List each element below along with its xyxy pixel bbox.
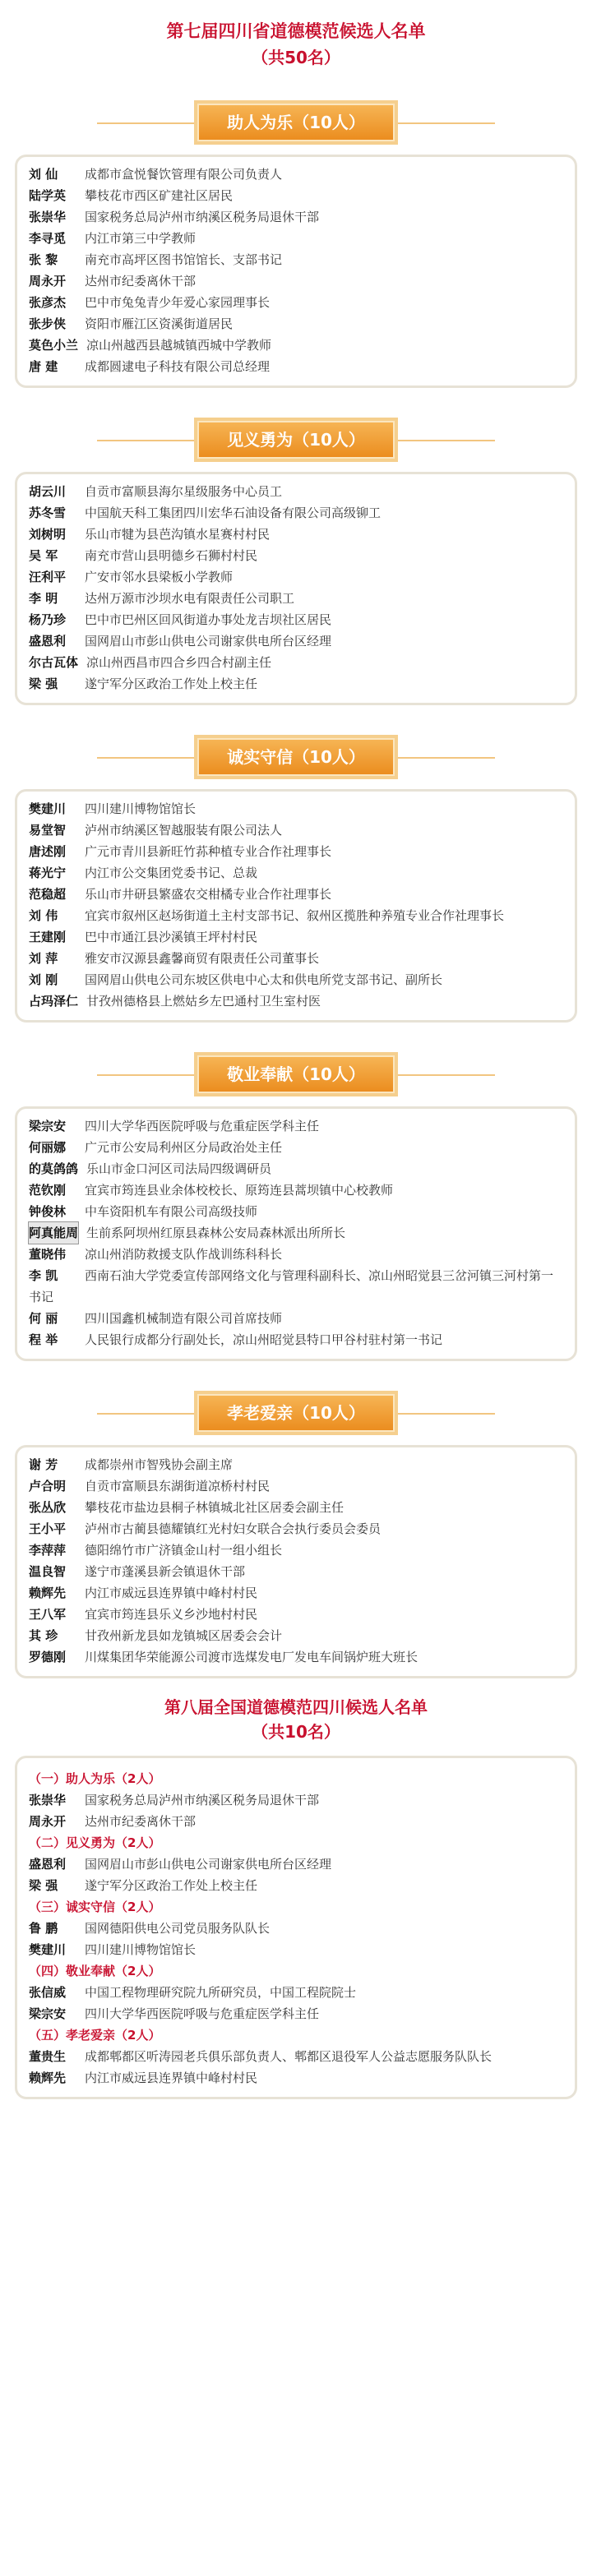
person-desc: 国家税务总局泸州市纳溪区税务局退休干部	[85, 1793, 320, 1807]
list-item	[29, 1811, 563, 1832]
section-list-box	[15, 472, 577, 705]
person-name: 罗德刚	[29, 1650, 67, 1664]
list-item	[29, 841, 563, 862]
person-name: 樊建川	[29, 801, 67, 816]
person-desc: 凉山州消防救援支队作战训练科科长	[85, 1247, 283, 1262]
list-item	[29, 1582, 563, 1604]
list-item	[29, 2003, 563, 2024]
list-item	[29, 1646, 563, 1668]
section-list-box	[15, 1445, 577, 1678]
person-name: 李萍萍	[29, 1543, 67, 1558]
person-desc: 国网德阳供电公司党员服务队队长	[85, 1921, 271, 1936]
list-item	[29, 1265, 563, 1308]
person-desc: 遂宁军分区政治工作处上校主任	[85, 1878, 258, 1893]
section-header	[0, 421, 592, 459]
person-name: 梁 强	[29, 676, 58, 691]
person-desc: 达州市纪委离休干部	[85, 274, 197, 289]
list-item	[29, 1497, 563, 1518]
person-name: 温良智	[29, 1564, 67, 1579]
person-desc: 宜宾市筠连县乐义乡沙地村村民	[85, 1607, 258, 1622]
person-desc: 四川国鑫机械制造有限公司首席技师	[85, 1311, 283, 1326]
person-desc: 成都市盒悦餐饮管理有限公司负责人	[85, 167, 283, 182]
person-name: 胡云川	[29, 484, 67, 499]
list-item	[29, 884, 563, 905]
list-item	[29, 798, 563, 819]
list-item	[29, 1518, 563, 1540]
person-name: 赖辉先	[29, 1586, 67, 1600]
person-name: 刘树明	[29, 527, 67, 542]
person-name: 蒋光宁	[29, 866, 67, 880]
person-name: 董贵生	[29, 2049, 67, 2064]
person-name: 梁 强	[29, 1878, 58, 1893]
list-item	[29, 1939, 563, 1960]
person-desc: 泸州市古蔺县德耀镇红光村妇女联合会执行委员会委员	[85, 1521, 382, 1536]
person-desc: 达州万源市沙坝水电有限责任公司职工	[85, 591, 295, 606]
person-desc: 广元市公安局利州区分局政治处主任	[85, 1140, 283, 1155]
list-item	[29, 673, 563, 695]
person-name: 钟俊林	[29, 1204, 67, 1219]
list-item	[29, 356, 563, 377]
person-desc: 成都圆逮电子科技有限公司总经理	[85, 359, 271, 374]
list-item	[29, 1561, 563, 1582]
section-list-box	[15, 789, 577, 1023]
person-desc: 雅安市汉源县鑫馨商贸有限责任公司董事长	[85, 951, 320, 966]
list-item	[29, 652, 563, 673]
person-desc: 川煤集团华荣能源公司渡市选煤发电厂发电车间锅炉班大班长	[85, 1650, 419, 1664]
person-name: 张崇华	[29, 1793, 67, 1807]
person-desc: 内江市威远县连界镇中峰村村民	[85, 1586, 258, 1600]
list-item	[29, 1982, 563, 2003]
person-name: 鲁 鹏	[29, 1921, 58, 1936]
person-name: 张 黎	[29, 252, 58, 267]
list-item	[29, 588, 563, 609]
person-desc: 攀枝花市西区矿建社区居民	[85, 188, 234, 203]
person-name: 易堂智	[29, 823, 67, 838]
person-desc: 泸州市纳溪区智越服装有限公司法人	[85, 823, 283, 838]
section-list-box	[15, 1106, 577, 1361]
person-desc: 四川建川博物馆馆长	[85, 801, 197, 816]
person-name: 范稳超	[29, 887, 67, 902]
person-name: 其 珍	[29, 1628, 58, 1643]
person-desc: 内江市第三中学教师	[85, 231, 197, 246]
national-list-box	[15, 1756, 577, 2099]
person-name: 范钦刚	[29, 1183, 67, 1198]
list-item	[29, 1308, 563, 1329]
list-item	[29, 2046, 563, 2067]
person-name: 李 凯	[29, 1268, 58, 1283]
person-desc: 乐山市金口河区司法局四级调研员	[86, 1161, 272, 1176]
person-desc: 四川建川博物馆馆长	[85, 1942, 197, 1957]
section-badge: 见义勇为（10人）	[197, 421, 395, 459]
person-name: 梁宗安	[29, 1119, 67, 1133]
category-label: （二）见义勇为（2人）	[29, 1835, 161, 1850]
person-name: 王小平	[29, 1521, 67, 1536]
section-badge: 助人为乐（10人）	[197, 104, 395, 141]
person-desc: 人民银行成都分行副处长，凉山州昭觉县特口甲谷村驻村第一书记	[85, 1332, 443, 1347]
person-desc: 资阳市雁江区资溪街道居民	[85, 316, 234, 331]
list-item	[29, 524, 563, 545]
person-desc: 国网眉山市彭山供电公司谢家供电所台区经理	[85, 634, 332, 649]
list-item	[29, 1625, 563, 1646]
person-name: 卢合明	[29, 1479, 67, 1493]
person-name: 盛恩利	[29, 1857, 67, 1872]
list-item	[29, 609, 563, 630]
person-name: 陆学英	[29, 188, 67, 203]
person-desc: 甘孜州德格县上燃姑乡左巴通村卫生室村医	[86, 994, 321, 1009]
person-name: 汪利平	[29, 570, 67, 584]
person-desc: 广安市邻水县梁板小学教师	[85, 570, 234, 584]
list-item	[29, 1201, 563, 1222]
section-header	[0, 738, 592, 776]
person-name: 张信威	[29, 1985, 67, 2000]
section-badge: 诚实守信（10人）	[197, 738, 395, 776]
page-title: 第七届四川省道德模范候选人名单	[166, 21, 426, 41]
list-item	[29, 948, 563, 969]
person-name: 樊建川	[29, 1942, 67, 1957]
person-desc: 生前系阿坝州红原县森林公安局森林派出所所长	[86, 1226, 346, 1240]
national-subtitle: （共10名）	[252, 1722, 340, 1742]
person-desc: 凉山州西昌市四合乡四合村副主任	[86, 655, 272, 670]
list-item	[29, 502, 563, 524]
person-desc: 攀枝花市盐边县桐子林镇城北社区居委会副主任	[85, 1500, 345, 1515]
person-name: 刘 萍	[29, 951, 58, 966]
person-name: 何丽娜	[29, 1140, 67, 1155]
person-desc: 乐山市井研县繁盛农交柑橘专业合作社理事长	[85, 887, 332, 902]
section-header	[0, 1055, 592, 1093]
person-desc: 自贡市富顺县东湖街道凉桥村村民	[85, 1479, 271, 1493]
person-desc: 遂宁市蓬溪县新会镇退休干部	[85, 1564, 246, 1579]
list-item	[29, 990, 563, 1012]
list-item	[29, 1454, 563, 1475]
person-desc: 甘孜州新龙县如龙镇城区居委会会计	[85, 1628, 283, 1643]
person-desc: 巴中市兔兔青少年爱心家园理事长	[85, 295, 271, 310]
person-desc: 凉山州越西县越城镇西城中学教师	[86, 338, 272, 353]
list-item	[29, 1854, 563, 1875]
list-item	[29, 313, 563, 335]
person-name: 谢 芳	[29, 1457, 58, 1472]
section-badge: 敬业奉献（10人）	[197, 1055, 395, 1093]
list-item	[29, 905, 563, 926]
person-name: 李寻觅	[29, 231, 67, 246]
person-desc: 南充市营山县明德乡石狮村村民	[85, 548, 258, 563]
category-label: （一）助人为乐（2人）	[29, 1771, 161, 1786]
person-name: 的莫鸽鸽	[29, 1161, 79, 1176]
person-desc: 乐山市犍为县芭沟镇水星赛村村民	[85, 527, 271, 542]
list-item	[29, 1540, 563, 1561]
person-desc: 国家税务总局泸州市纳溪区税务局退休干部	[85, 210, 320, 224]
list-item	[29, 1115, 563, 1137]
category-label: （三）诚实守信（2人）	[29, 1900, 161, 1914]
national-title: 第八届全国道德模范四川候选人名单	[164, 1697, 428, 1717]
list-item	[29, 862, 563, 884]
person-name: 李 明	[29, 591, 58, 606]
person-name: 张崇华	[29, 210, 67, 224]
list-item	[29, 2067, 563, 2089]
list-item	[29, 292, 563, 313]
national-section	[0, 1695, 592, 2099]
person-desc: 达州市纪委离休干部	[85, 1814, 197, 1829]
person-desc: 宜宾市筠连县业余体校校长、原筠连县蒿坝镇中心校教师	[85, 1183, 394, 1198]
list-item	[29, 1222, 563, 1244]
list-item	[29, 1180, 563, 1201]
list-item	[29, 1918, 563, 1939]
person-name: 周永开	[29, 274, 67, 289]
list-item	[29, 1244, 563, 1265]
category-label: （四）敬业奉献（2人）	[29, 1964, 161, 1978]
list-item	[29, 1789, 563, 1811]
list-item	[29, 566, 563, 588]
person-desc: 中国工程物理研究院九所研究员，中国工程院院士	[85, 1985, 357, 2000]
list-item	[29, 1158, 563, 1180]
person-name: 吴 军	[29, 548, 58, 563]
person-desc: 南充市高坪区图书馆馆长、支部书记	[85, 252, 283, 267]
person-desc: 遂宁军分区政治工作处上校主任	[85, 676, 258, 691]
person-desc: 西南石油大学党委宣传部网络文化与管理科副科长、凉山州昭觉县三岔河镇三河村第一书记	[29, 1268, 554, 1304]
person-desc: 中国航天科工集团四川宏华石油设备有限公司高级铆工	[85, 506, 382, 520]
person-name: 莫色小兰	[29, 338, 79, 353]
person-name: 占玛泽仁	[29, 994, 79, 1009]
person-desc: 巴中市通江县沙溪镇王坪村村民	[85, 930, 258, 944]
person-name: 程 举	[29, 1332, 58, 1347]
person-desc: 巴中市巴州区回风街道办事处龙吉坝社区居民	[85, 612, 332, 627]
list-item	[29, 1875, 563, 1896]
list-item	[29, 1475, 563, 1497]
person-name: 盛恩利	[29, 634, 67, 649]
list-item	[29, 164, 563, 185]
person-name: 刘 刚	[29, 972, 58, 987]
section-header	[0, 104, 592, 141]
sections-container	[0, 104, 592, 1678]
list-item	[29, 545, 563, 566]
person-name: 苏冬雪	[29, 506, 67, 520]
person-name: 阿真能周	[29, 1222, 78, 1244]
person-name: 周永开	[29, 1814, 67, 1829]
list-item	[29, 926, 563, 948]
person-name: 赖辉先	[29, 2070, 67, 2085]
person-name: 唐 建	[29, 359, 58, 374]
list-item	[29, 969, 563, 990]
person-name: 刘 伟	[29, 908, 58, 923]
list-item	[29, 185, 563, 206]
list-item	[29, 335, 563, 356]
list-item	[29, 228, 563, 249]
person-name: 尔古瓦体	[29, 655, 79, 670]
person-name: 张彦杰	[29, 295, 67, 310]
person-name: 张丛欣	[29, 1500, 67, 1515]
person-name: 刘 仙	[29, 167, 58, 182]
person-desc: 中车资阳机车有限公司高级技师	[85, 1204, 258, 1219]
person-desc: 四川大学华西医院呼吸与危重症医学科主任	[85, 1119, 320, 1133]
person-name: 唐述刚	[29, 844, 67, 859]
list-item	[29, 206, 563, 228]
person-name: 王八军	[29, 1607, 67, 1622]
section-header	[0, 1394, 592, 1432]
section-badge: 孝老爱亲（10人）	[197, 1394, 395, 1432]
person-name: 何 丽	[29, 1311, 58, 1326]
person-name: 张步侠	[29, 316, 67, 331]
person-desc: 成都崇州市智残协会副主席	[85, 1457, 234, 1472]
list-item	[29, 481, 563, 502]
person-desc: 四川大学华西医院呼吸与危重症医学科主任	[85, 2006, 320, 2021]
person-name: 王建刚	[29, 930, 67, 944]
list-item	[29, 270, 563, 292]
person-name: 杨乃珍	[29, 612, 67, 627]
section-list-box	[15, 155, 577, 388]
list-item	[29, 1604, 563, 1625]
person-name: 梁宗安	[29, 2006, 67, 2021]
person-desc: 内江市公交集团党委书记、总裁	[85, 866, 258, 880]
person-desc: 国网眉山市彭山供电公司谢家供电所台区经理	[85, 1857, 332, 1872]
person-name: 董晓伟	[29, 1247, 67, 1262]
list-item	[29, 819, 563, 841]
list-item	[29, 1329, 563, 1350]
person-desc: 广元市青川县新旺竹荪种植专业合作社理事长	[85, 844, 332, 859]
category-label: （五）孝老爱亲（2人）	[29, 2028, 161, 2043]
person-desc: 德阳绵竹市广济镇金山村一组小组长	[85, 1543, 283, 1558]
person-desc: 自贡市富顺县海尔星级服务中心员工	[85, 484, 283, 499]
list-item	[29, 1137, 563, 1158]
person-desc: 成都郫都区听涛园老兵俱乐部负责人、郫都区退役军人公益志愿服务队队长	[85, 2049, 493, 2064]
person-desc: 宜宾市叙州区赵场街道土主村支部书记、叙州区揽胜种养殖专业合作社理事长	[85, 908, 505, 923]
list-item	[29, 630, 563, 652]
person-desc: 内江市威远县连界镇中峰村村民	[85, 2070, 258, 2085]
person-desc: 国网眉山供电公司东坡区供电中心太和供电所党支部书记、副所长	[85, 972, 443, 987]
page-subtitle: （共50名）	[252, 48, 340, 67]
list-item	[29, 249, 563, 270]
